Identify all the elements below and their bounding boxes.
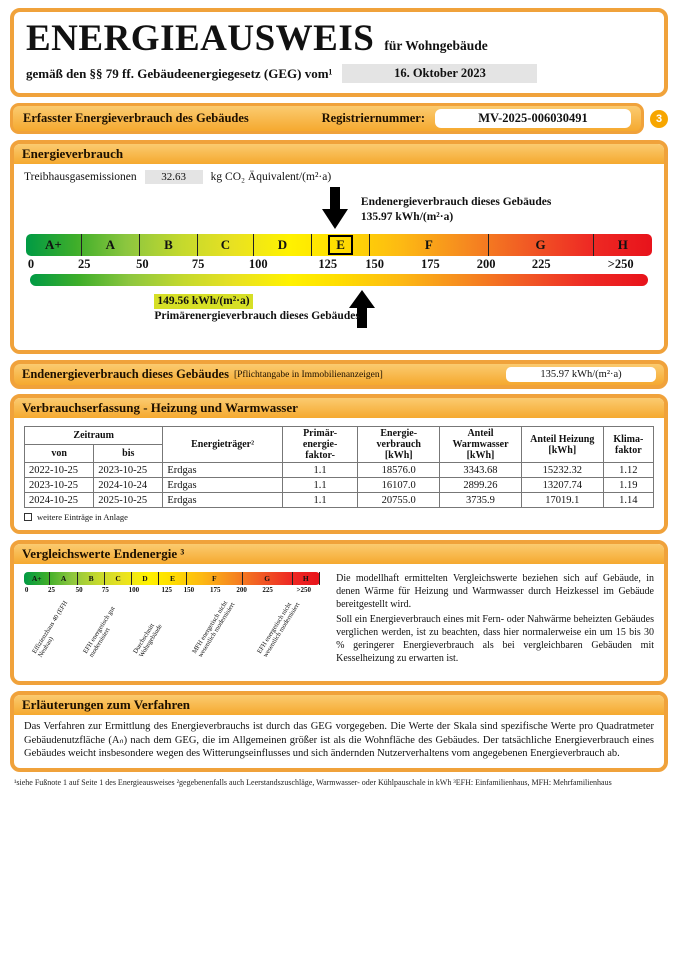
ghg-emissions-value: 32.63 bbox=[145, 170, 203, 184]
table-cell: 2024-10-25 bbox=[25, 493, 94, 508]
energy-class-letter: G bbox=[535, 237, 546, 252]
scale-tick-label: 75 bbox=[191, 257, 205, 271]
comparison-tick-label: 0 bbox=[24, 586, 29, 594]
comparison-class-letter: B bbox=[88, 574, 94, 583]
section-title-erlaeuterungen: Erläuterungen zum Verfahren bbox=[14, 695, 664, 715]
table-cell: 3735.9 bbox=[440, 493, 522, 508]
column-header-von: von bbox=[25, 445, 94, 463]
table-cell: 1.1 bbox=[282, 478, 357, 493]
table-cell: 18576.0 bbox=[358, 463, 440, 478]
comparison-tick-label: 100 bbox=[128, 586, 140, 594]
comparison-explanation-text bbox=[336, 572, 654, 675]
table-cell: Erdgas bbox=[163, 463, 283, 478]
comparison-label: EFH energetisch gut modernisiert bbox=[81, 605, 117, 659]
comparison-paragraph-2: Soll ein Energieverbrauch eines mit Fern- oder Nahwärme beheizten Gebäudes verglichen werden, ist zu beachten, dass hier normalerweise ein um 15 bis 30 % geringerer Energieverbrauch als bei vergleichbaren Gebäuden mit Kesselheizung zu erwarten ist. bbox=[336, 613, 654, 665]
energy-consumption-body bbox=[14, 164, 664, 350]
column-header-anteil-heizung: Anteil Heizung [kWh] bbox=[521, 427, 603, 463]
energy-class-segment bbox=[254, 234, 312, 256]
column-header-klimafaktor: Klima- faktor bbox=[603, 427, 653, 463]
ghg-row bbox=[24, 170, 654, 184]
column-header-energieverbrauch: Energie- verbrauch [kWh] bbox=[358, 427, 440, 463]
end-energy-text bbox=[361, 195, 551, 225]
table-cell: 13207.74 bbox=[521, 478, 603, 493]
comparison-class-segment bbox=[50, 572, 78, 585]
energy-class-letter: F bbox=[424, 237, 433, 252]
explanation-text: Das Verfahren zur Ermittlung des Energieverbrauchs ist durch das GEG vorgegeben. Die Werte der Skala sind spezifische Werte pro Quadratmeter Gebäudenutzfläche (Aₙ) nach dem GEG, die im Allgemeinen größer ist als die Wohnfläche des Gebäudes. Der tatsächliche Energieverbrauch eines Gebäudes weicht insbesondere wegen des Witterungseinflusses und sich ändernden Nutzerverhaltens vom angegebenen Energieverbrauch ab. bbox=[24, 721, 654, 760]
energy-class-segment bbox=[140, 234, 198, 256]
energy-class-letter: A+ bbox=[44, 237, 62, 252]
energy-class-segment bbox=[370, 234, 488, 256]
comparison-label: Durchschnitt Wohngebäude bbox=[132, 622, 165, 659]
comparison-class-letter: G bbox=[264, 574, 271, 583]
energy-class-letter: D bbox=[277, 237, 288, 252]
scale-tick-label: 25 bbox=[77, 257, 91, 271]
table-cell: 2024-10-24 bbox=[94, 478, 163, 493]
comparison-tick-label: 175 bbox=[210, 586, 221, 594]
registry-number-label: Registriernummer: bbox=[321, 111, 425, 125]
registry-number-value: MV-2025-006030491 bbox=[435, 109, 631, 128]
consumption-table-body bbox=[14, 418, 664, 530]
energy-class-scale bbox=[26, 234, 652, 256]
page-number-badge: 3 bbox=[650, 110, 668, 128]
energy-class-letter: A bbox=[105, 237, 115, 252]
table-cell: 3343.68 bbox=[440, 463, 522, 478]
comparison-class-segment bbox=[159, 572, 187, 585]
ghg-emissions-unit: kg CO₂ Äquivalent/(m²·a) bbox=[210, 171, 332, 183]
ghg-emissions-label: Treibhausgasemissionen bbox=[24, 171, 137, 183]
table-row bbox=[25, 478, 654, 493]
comparison-tick-label: 25 bbox=[48, 586, 56, 594]
comparison-section bbox=[10, 540, 668, 685]
comparison-class-segment bbox=[293, 572, 321, 585]
end-energy-banner-note: [Pflichtangabe in Immobilienanzeigen] bbox=[233, 369, 383, 380]
comparison-class-segment bbox=[243, 572, 293, 585]
comparison-class-segment bbox=[24, 572, 50, 585]
section-title-verbrauchserfassung: Verbrauchserfassung - Heizung und Warmwasser bbox=[14, 398, 664, 418]
law-row bbox=[26, 64, 652, 83]
end-energy-value: 135.97 kWh/(m²·a) bbox=[360, 211, 454, 224]
comparison-class-segment bbox=[105, 572, 131, 585]
table-cell: 2023-10-25 bbox=[94, 463, 163, 478]
column-header-bis: bis bbox=[94, 445, 163, 463]
energy-class-letter: B bbox=[164, 237, 173, 252]
comparison-class-letter: D bbox=[142, 574, 148, 583]
comparison-scale-ticks bbox=[24, 585, 320, 595]
end-energy-banner bbox=[10, 360, 668, 389]
more-entries-row bbox=[24, 512, 654, 522]
scale-tick-label: 225 bbox=[531, 257, 551, 271]
primary-energy-label: Primärenergieverbrauch dieses Gebäudes bbox=[154, 309, 360, 322]
section-title-vergleichswerte: Vergleichswerte Endenergie ³ bbox=[14, 544, 664, 564]
column-header-primaerenergiefaktor: Primär- energie- faktor- bbox=[282, 427, 357, 463]
table-row bbox=[25, 463, 654, 478]
table-cell: Erdgas bbox=[163, 493, 283, 508]
energy-consumption-section bbox=[10, 140, 668, 354]
table-cell: 1.12 bbox=[603, 463, 653, 478]
registry-bar bbox=[10, 103, 644, 134]
primary-energy-annotation bbox=[26, 288, 652, 342]
table-cell: 17019.1 bbox=[521, 493, 603, 508]
comparison-tick-label: 125 bbox=[161, 586, 172, 594]
arrow-down-icon bbox=[322, 187, 348, 234]
table-cell: 15232.32 bbox=[521, 463, 603, 478]
comparison-class-segment bbox=[78, 572, 106, 585]
scale-tick-label: 0 bbox=[27, 257, 35, 271]
comparison-tick-label: 50 bbox=[75, 586, 83, 594]
comparison-tick-label: >250 bbox=[296, 586, 312, 594]
comparison-tick-label: 225 bbox=[262, 586, 273, 594]
certificate-header bbox=[10, 8, 668, 97]
certificate-title: ENERGIEAUSWEIS bbox=[26, 18, 375, 59]
table-cell: Erdgas bbox=[163, 478, 283, 493]
energy-class-letter: C bbox=[220, 237, 231, 252]
comparison-paragraph-1: Die modellhaft ermittelten Vergleichswerte beziehen sich auf Gebäude, in denen Wärme für Heizung und Warmwasser durch Heizkessel im Gebäude bereitgestellt wird. bbox=[336, 573, 654, 611]
column-header-energietraeger: Energieträger² bbox=[163, 427, 283, 463]
end-energy-banner-value: 135.97 kWh/(m²·a) bbox=[506, 367, 656, 382]
consumption-table bbox=[24, 426, 654, 508]
column-header-anteil-warmwasser: Anteil Warmwasser [kWh] bbox=[440, 427, 522, 463]
energy-class-segment bbox=[26, 234, 82, 256]
comparison-body bbox=[14, 564, 664, 681]
primary-energy-text bbox=[154, 294, 359, 324]
scale-tick-label: >250 bbox=[607, 257, 634, 271]
energy-class-letter: H bbox=[617, 237, 628, 252]
comparison-class-letter: F bbox=[211, 574, 217, 583]
energy-class-segment bbox=[594, 234, 652, 256]
table-cell: 16107.0 bbox=[358, 478, 440, 493]
table-cell: 2025-10-25 bbox=[94, 493, 163, 508]
footnotes: ¹siehe Fußnote 1 auf Seite 1 des Energieausweises ²gegebenenfalls auch Leerstandszuschläge, Warmwasser- oder Kühlpauschale in kWh ³EFH: Einfamilienhaus, MFH: Mehrfamilienhaus bbox=[14, 777, 612, 787]
energy-class-segment-current bbox=[312, 234, 370, 256]
primary-energy-value: 149.56 kWh/(m²·a) bbox=[154, 294, 252, 309]
primary-energy-scale bbox=[30, 274, 648, 286]
energy-class-segment bbox=[198, 234, 254, 256]
table-cell: 2022-10-25 bbox=[25, 463, 94, 478]
energy-class-segment bbox=[489, 234, 594, 256]
comparison-label: MFH energetisch nicht wesentlich modernisiert bbox=[191, 599, 237, 659]
energy-class-letter-current: E bbox=[328, 235, 353, 255]
scale-tick-label: 125 bbox=[318, 257, 338, 271]
comparison-scale bbox=[24, 572, 320, 585]
scale-tick-label: 150 bbox=[365, 257, 385, 271]
explanation-section bbox=[10, 691, 668, 772]
end-energy-banner-label: Endenergieverbrauch dieses Gebäudes bbox=[22, 367, 229, 381]
table-row bbox=[25, 493, 654, 508]
registry-section-label: Erfasster Energieverbrauch des Gebäudes bbox=[23, 111, 249, 125]
column-header-zeitraum: Zeitraum bbox=[25, 427, 163, 445]
end-energy-label: Endenergieverbrauch dieses Gebäudes bbox=[360, 196, 552, 209]
scale-tick-label: 200 bbox=[476, 257, 496, 271]
consumption-table-section bbox=[10, 394, 668, 534]
comparison-class-letter: H bbox=[302, 574, 309, 583]
scale-tick-label: 50 bbox=[136, 257, 149, 271]
table-cell: 20755.0 bbox=[358, 493, 440, 508]
more-entries-checkbox[interactable] bbox=[24, 513, 32, 521]
table-cell: 2899.26 bbox=[440, 478, 522, 493]
comparison-label: Effizienzhaus 40 (EFH Neubau) bbox=[31, 599, 70, 659]
certificate-subtitle: für Wohngebäude bbox=[384, 38, 488, 53]
table-cell: 1.19 bbox=[603, 478, 653, 493]
comparison-class-letter: E bbox=[170, 574, 176, 583]
table-cell: 1.1 bbox=[282, 463, 357, 478]
registry-row bbox=[10, 103, 668, 134]
table-cell: 1.14 bbox=[603, 493, 653, 508]
scale-tick-label: 100 bbox=[248, 257, 268, 271]
issue-date-field: 16. Oktober 2023 bbox=[342, 64, 537, 83]
comparison-class-segment bbox=[132, 572, 160, 585]
end-energy-annotation bbox=[26, 186, 652, 234]
table-cell: 2023-10-25 bbox=[25, 478, 94, 493]
comparison-label: EFH energetisch nicht wesentlich modernisiert bbox=[256, 601, 303, 659]
comparison-tick-label: 150 bbox=[183, 586, 195, 594]
section-title-energieverbrauch: Energieverbrauch bbox=[14, 144, 664, 164]
comparison-class-letter: C bbox=[115, 574, 121, 583]
comparison-labels bbox=[24, 595, 320, 675]
comparison-tick-label: 75 bbox=[101, 586, 109, 594]
scale-ticks bbox=[26, 256, 652, 273]
comparison-class-letter: A bbox=[60, 574, 67, 583]
more-entries-label: weitere Einträge in Anlage bbox=[37, 512, 128, 522]
table-cell: 1.1 bbox=[282, 493, 357, 508]
comparison-scale-area bbox=[24, 572, 320, 675]
scale-tick-label: 175 bbox=[421, 257, 440, 271]
comparison-tick-label: 200 bbox=[236, 586, 247, 594]
comparison-class-segment bbox=[187, 572, 243, 585]
title-row bbox=[26, 20, 652, 57]
comparison-class-letter: A+ bbox=[31, 574, 42, 583]
law-reference: gemäß den §§ 79 ff. Gebäudeenergiegesetz (GEG) vom¹ bbox=[26, 65, 333, 81]
energy-class-segment bbox=[82, 234, 140, 256]
energy-scale-area bbox=[24, 186, 654, 342]
